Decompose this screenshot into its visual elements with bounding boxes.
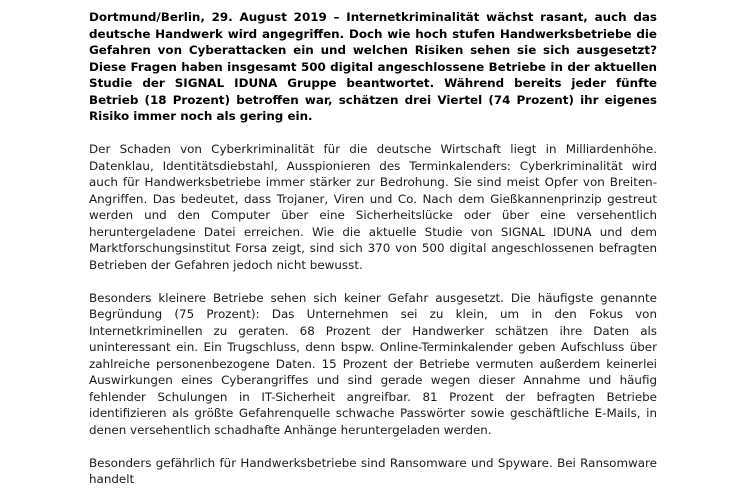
body-paragraph-3: Besonders gefährlich für Handwerksbetriebe sind Ransomware und Spyware. Bei Ransomware handelt <box>89 455 657 486</box>
body-paragraph-1: Der Schaden von Cyberkriminalität für die deutsche Wirtschaft liegt in Milliardenhöhe. Datenklau, Identitätsdiebstahl, Ausspionieren des Terminkalenders: Cyberkriminalität wird auch für Handwerksbetriebe immer stärker zur Bedrohung. Sie sind meist Opfer von Breiten-Angriffen. Das bedeutet, dass Trojaner, Viren und Co. Nach dem Gießkannenprinzip gestreut werden und den Computer über eine Sicherheitslücke oder über eine versehentlich heruntergeladene Datei erreichen. Wie die aktuelle Studie von SIGNAL IDUNA und dem Marktforschungsinstitut Forsa zeigt, sind sich 370 von 500 digital angeschlossenen befragten Betrieben der Gefahren jedoch nicht bewusst. <box>89 142 657 272</box>
lead-paragraph: Dortmund/Berlin, 29. August 2019 – Internetkriminalität wächst rasant, auch das deutsche Handwerk wird angegriffen. Doch wie hoch stufen Handwerksbetriebe die Gefahren von Cyberattacken ein und welchen Risiken sehen sie sich ausgesetzt? Diese Fragen haben insgesamt 500 digital angeschlossene Betriebe in der aktuellen Studie der SIGNAL IDUNA Gruppe beantwortet. Während bereits jeder fünfte Betrieb (18 Prozent) betroffen war, schätzen drei Viertel (74 Prozent) ihr eigenes Risiko immer noch als gering ein. <box>89 10 657 123</box>
body-paragraph-2: Besonders kleinere Betriebe sehen sich keiner Gefahr ausgesetzt. Die häufigste genannte Begründung (75 Prozent): Das Unternehmen sei zu klein, um in den Fokus von Internetkriminellen zu geraten. 68 Prozent der Handwerker schätzen ihre Daten als uninteressant ein. Ein Trugschluss, denn bspw. Online-Terminkalender geben Aufschluss über zahlreiche personenbezogene Daten. 15 Prozent der Betriebe vermuten außerdem keinerlei Auswirkungen eines Cyberangriffes und sind gerade wegen dieser Annahme und häufig fehlender Schulungen in IT-Sicherheit angreifbar. 81 Prozent der befragten Betriebe identifizieren als größte Gefahrenquelle schwache Passwörter sowie geschäftliche E-Mails, in denen versehentlich schadhafte Anhänge heruntergeladen werden. <box>89 290 657 437</box>
document-page <box>89 9 657 504</box>
